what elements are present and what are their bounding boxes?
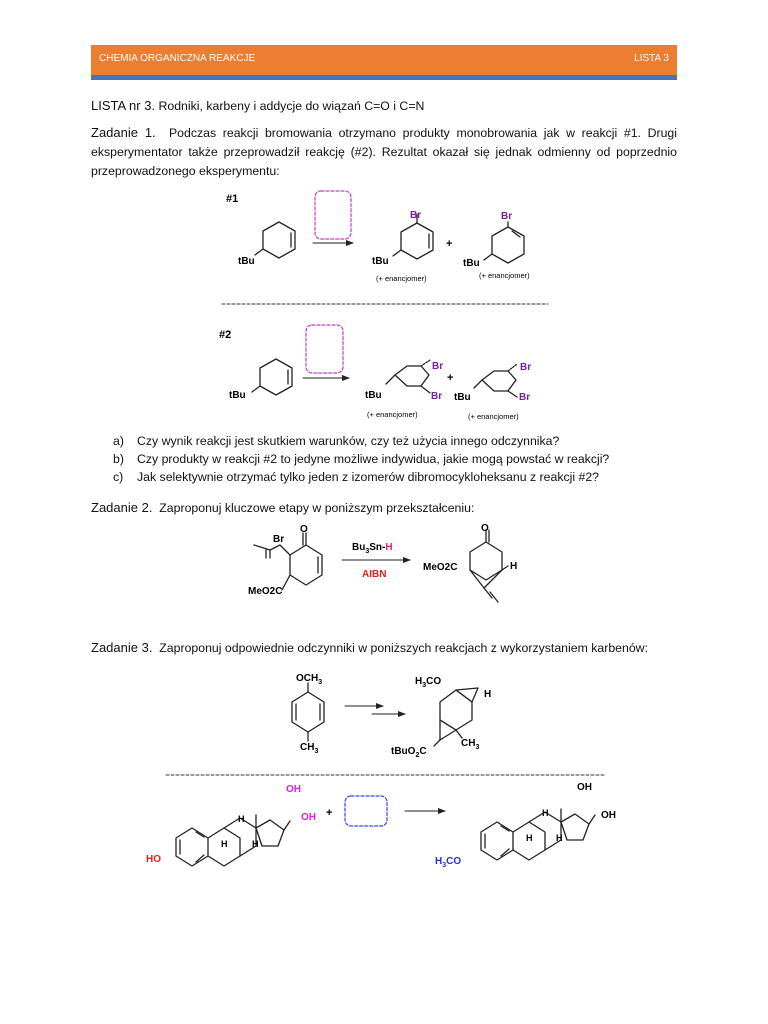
- task3-label: Zadanie 3.: [91, 640, 153, 655]
- ester-carbon: C: [450, 562, 458, 573]
- tbu-label: tBu: [229, 390, 246, 401]
- task2-substrate: [254, 533, 322, 590]
- tbu-label: tBu: [454, 392, 471, 403]
- reagent-subscript: 3: [365, 548, 370, 555]
- question-text: Czy produkty w reakcji #2 to jedyne możliwe indywidua, jakie mogą powstać w reakcji?: [137, 452, 610, 466]
- hydroxyl-label: OH: [286, 784, 301, 795]
- ester-methoxy: MeO: [423, 562, 445, 573]
- plus-sign: +: [446, 238, 453, 250]
- enantiomer-note: (+ enancjomer): [376, 274, 427, 283]
- hydrogen-label: H: [556, 833, 563, 843]
- question-marker: a): [113, 434, 124, 448]
- ester-tbu: tBuO: [391, 746, 416, 757]
- methyl-label: $CH_3$: [461, 738, 480, 751]
- bromine-label: Br: [273, 534, 285, 545]
- methyl-text: CH: [461, 738, 476, 749]
- hydrogen-label: H: [526, 833, 533, 843]
- ester-carbon: C: [275, 586, 283, 597]
- question-marker: c): [113, 470, 124, 484]
- hydrogen-label: H: [542, 808, 549, 818]
- task3-text: Zaproponuj odpowiednie odczynniki w poniższych reakcjach z wykorzystaniem karbenów:: [159, 641, 648, 655]
- methyl-text: CH: [300, 742, 315, 753]
- task2-label: Zadanie 2.: [91, 500, 153, 515]
- enantiomer-note: (+ enancjomer): [479, 271, 530, 280]
- question-text: Czy wynik reakcji jest skutkiem warunków, czy też użycia innego odczynnika?: [137, 434, 560, 448]
- methoxy-label: $OCH_3$: [296, 673, 323, 686]
- ester-label: tBuO$_2$C: [391, 746, 427, 759]
- oxygen-label: O: [481, 523, 489, 534]
- title-label: LISTA nr 3.: [91, 98, 156, 113]
- reagent-hydrogen: H: [385, 542, 393, 553]
- methyl-label: $CH_3$: [300, 742, 319, 755]
- ester-label: [423, 562, 457, 573]
- hydrogen-label: H: [510, 561, 518, 572]
- hydrogen-label: H: [252, 839, 259, 849]
- tbu-label: tBu: [372, 256, 389, 267]
- cyclohexene-1: [255, 222, 295, 258]
- estriol-methyl-ether-structure: [481, 809, 595, 860]
- reaction-2-label: #2: [219, 329, 232, 341]
- reagent-placeholder-1[interactable]: [315, 191, 351, 239]
- header-course-title: CHEMIA ORGANICZNA REAKCJE: [99, 53, 256, 64]
- tbu-label: tBu: [463, 258, 480, 269]
- plus-sign: +: [447, 372, 454, 384]
- reaction-1-label: #1: [226, 193, 239, 205]
- hydrogen-label: H: [238, 814, 245, 824]
- reagent-placeholder-3[interactable]: [345, 796, 387, 826]
- tbu-label: tBu: [365, 390, 382, 401]
- bromine-label: Br: [432, 361, 444, 372]
- bromine-label: Br: [520, 362, 532, 373]
- task1-label: Zadanie 1.: [91, 125, 156, 140]
- product-2a: [386, 360, 430, 393]
- hydroxyl-label: OH: [577, 782, 592, 793]
- bromine-label: Br: [410, 210, 422, 221]
- question-text: Jak selektywnie otrzymać tylko jeden z izomerów dibromocykloheksanu z reakcji #2?: [137, 470, 600, 484]
- ester-methoxy: MeO: [248, 586, 270, 597]
- hydroxyl-label: OH: [301, 812, 316, 823]
- ester-label: [248, 586, 282, 597]
- oxygen-label: O: [300, 524, 308, 535]
- reagent-aibn: AIBN: [362, 569, 387, 580]
- task1-text: Podczas reakcji bromowania otrzymano produkty monobrowania jak w reakcji #1. Drugi eksperymentator także przeprowadził reakcję (#2). Rezultat okazał się jednak odmienny od poprzednio przeprowadzonego eksperymentu:: [91, 126, 677, 178]
- methoxy-label: $H_3CO$: [435, 856, 462, 869]
- ester-subscript: 2: [269, 586, 276, 597]
- methoxy-text: OCH: [296, 673, 319, 684]
- plus-sign: +: [326, 807, 333, 819]
- product-2b: [474, 364, 517, 397]
- enantiomer-note: (+ enancjomer): [468, 412, 519, 421]
- hydrogen-label: H: [221, 839, 228, 849]
- task2-text: Zaproponuj kluczowe etapy w poniższym przekształceniu:: [159, 501, 475, 515]
- header-list-number: LISTA 3: [634, 53, 669, 64]
- hydroxyl-label: OH: [601, 810, 616, 821]
- reagent-placeholder-2[interactable]: [306, 325, 343, 373]
- hydroxyl-label: HO: [146, 854, 161, 865]
- bromine-label: Br: [431, 391, 443, 402]
- ester-subscript: 2: [444, 562, 451, 573]
- task3-substrate: [292, 683, 324, 741]
- bromine-label: Br: [519, 392, 531, 403]
- reagent-sn: Sn-: [369, 542, 386, 553]
- enantiomer-note: (+ enancjomer): [367, 410, 418, 419]
- product-1b: [484, 222, 524, 263]
- hydrogen-label: H: [484, 689, 492, 700]
- cyclohexene-2: [252, 359, 292, 395]
- bromine-label: Br: [501, 211, 513, 222]
- reagent-tin-hydride: [352, 542, 393, 555]
- methoxy-prefix: H: [435, 856, 443, 867]
- task2-product: [470, 530, 508, 602]
- reagent-bu: Bu: [352, 542, 366, 553]
- question-marker: b): [113, 452, 124, 466]
- title-text: Rodniki, karbeny i addycje do wiązań C=O i C=N: [158, 99, 425, 113]
- estriol-structure: [176, 815, 290, 866]
- methoxy-prefix: H: [415, 676, 423, 687]
- methoxy-label: $H_3CO$: [415, 676, 442, 689]
- tbu-label: tBu: [238, 256, 255, 267]
